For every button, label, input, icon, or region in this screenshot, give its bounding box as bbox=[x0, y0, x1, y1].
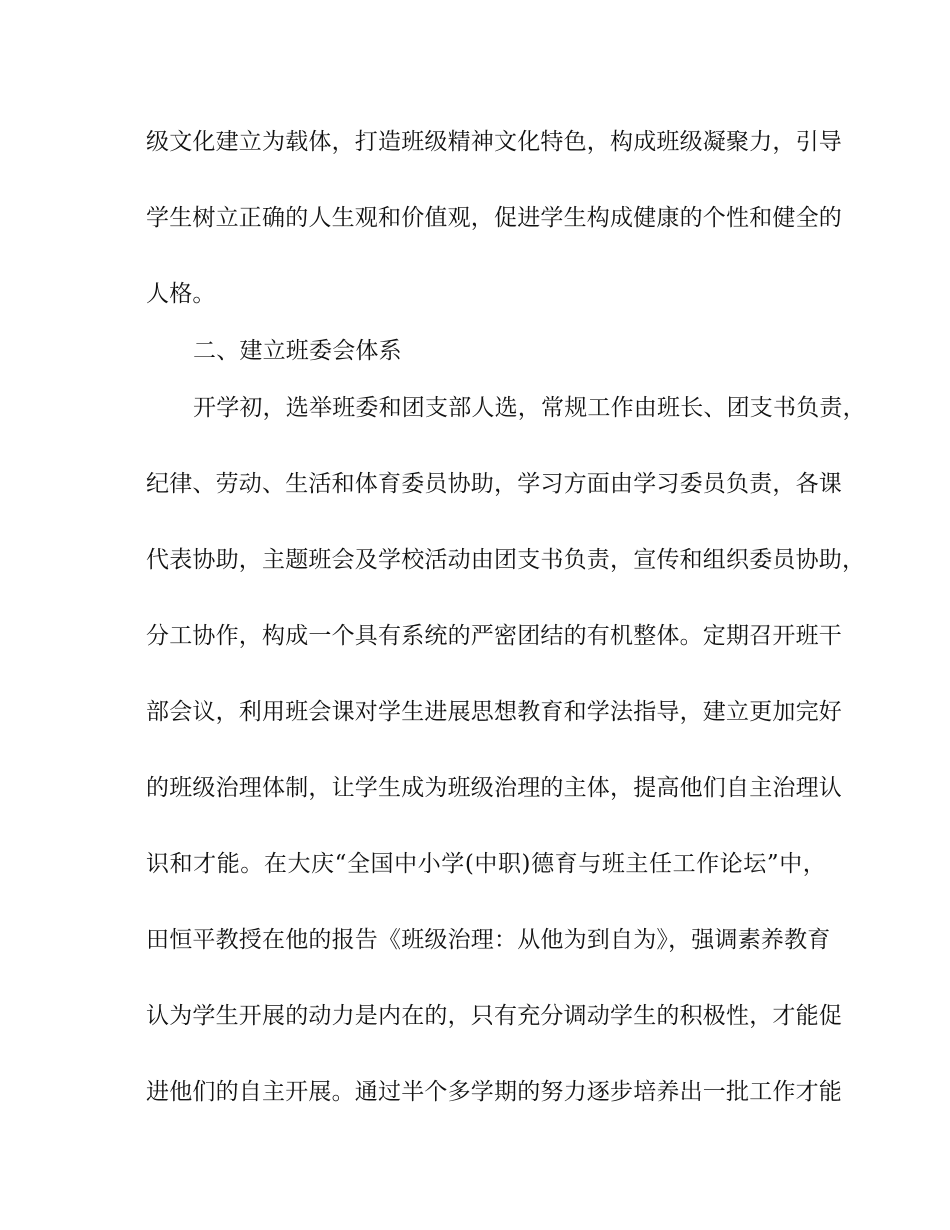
body-text-line: 分工协作，构成一个具有系统的严密团结的有机整体。定期召开班干 bbox=[146, 623, 842, 649]
body-text-line: 人格。 bbox=[146, 281, 216, 307]
body-text-line: 级文化建立为载体，打造班级精神文化特色，构成班级凝聚力，引导 bbox=[146, 129, 842, 155]
body-text-line: 纪律、劳动、生活和体育委员协助，学习方面由学习委员负责，各课 bbox=[146, 471, 842, 497]
body-text-line: 进他们的自主开展。通过半个多学期的努力逐步培养出一批工作才能 bbox=[146, 1079, 842, 1105]
body-text-line: 代表协助，主题班会及学校活动由团支书负责，宣传和组织委员协助， bbox=[146, 547, 866, 573]
body-text-line: 识和才能。在大庆“全国中小学(中职)德育与班主任工作论坛”中， bbox=[146, 851, 826, 877]
body-text-line: 部会议，利用班会课对学生进展思想教育和学法指导，建立更加完好 bbox=[146, 699, 842, 725]
section-heading: 二、建立班委会体系 bbox=[193, 338, 402, 364]
body-text-line: 田恒平教授在他的报告《班级治理：从他为到自为》，强调素养教育 bbox=[146, 927, 831, 953]
body-text-line: 学生树立正确的人生观和价值观，促进学生构成健康的个性和健全的 bbox=[146, 205, 842, 231]
body-text-line: 认为学生开展的动力是内在的，只有充分调动学生的积极性，才能促 bbox=[146, 1003, 842, 1029]
body-text-line: 的班级治理体制，让学生成为班级治理的主体，提高他们自主治理认 bbox=[146, 775, 842, 801]
body-text-line: 开学初，选举班委和团支部人选，常规工作由班长、团支书负责， bbox=[193, 395, 866, 421]
